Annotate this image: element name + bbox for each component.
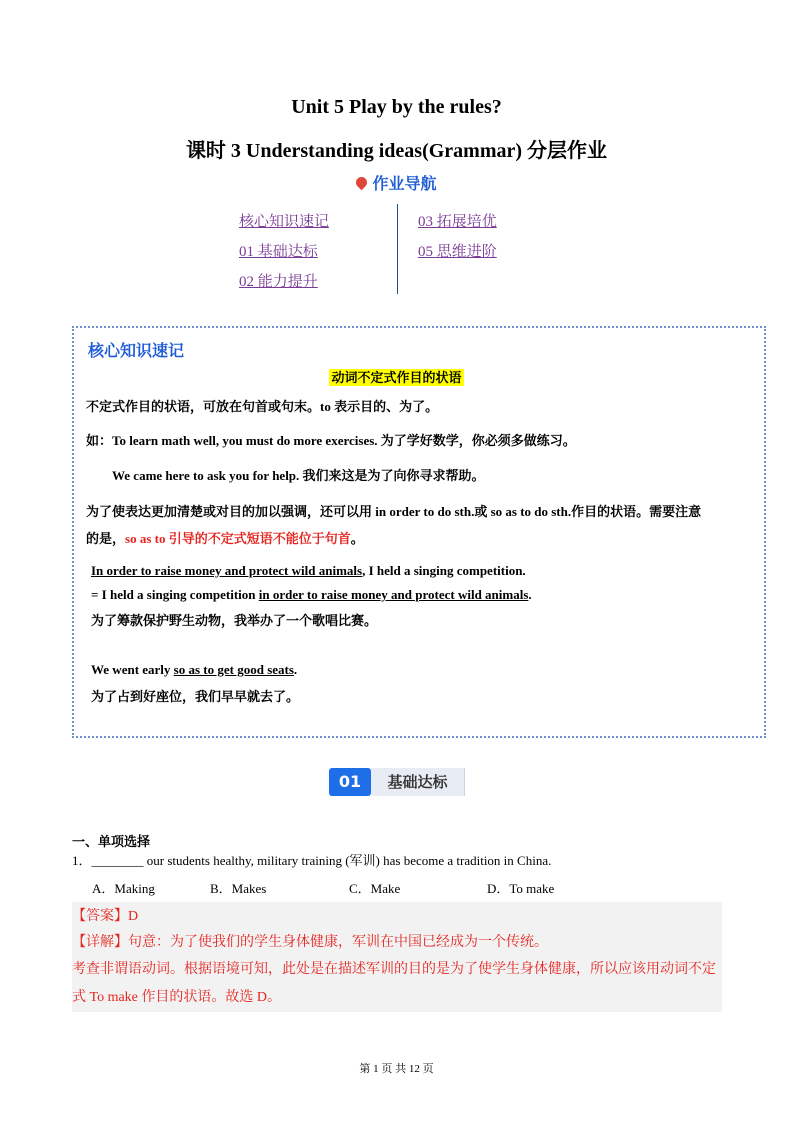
sentence-3: 为了筹款保护野生动物，我举办了一个歌唱比赛。	[91, 613, 378, 628]
section-label: 基础达标	[371, 768, 465, 796]
document-subtitle: 课时 3 Understanding ideas(Grammar) 分层作业	[185, 140, 608, 162]
example-2: We came here to ask you for help. 我们来这是为了向你寻求帮助。	[112, 468, 485, 483]
sentence-2-underlined: in order to raise money and protect wild animals	[258, 587, 529, 602]
core-intro: 不定式作目的状语，可放在句首或句末。to 表示目的、为了。	[86, 399, 439, 414]
detail-line: 【详解】句意：为了使我们的学生身体健康，军训在中国已经成为一个传统。	[72, 935, 548, 950]
option-d: D．To make	[487, 881, 555, 896]
explanation-line-2: 式 To make 作目的状语。故选 D。	[72, 990, 282, 1005]
sentence-2-a: = I held a singing competition	[91, 587, 259, 602]
location-pin-icon	[354, 175, 370, 191]
page-footer: 第 1 页 共 12 页	[359, 1063, 434, 1075]
nav-heading-text: 作业导航	[372, 174, 437, 193]
nav-link-02[interactable]: 02 能力提升	[239, 274, 318, 290]
example-1-prefix: 如：	[86, 433, 113, 448]
note-line-2	[86, 528, 364, 547]
sentence-4-underlined: so as to get good seats	[173, 662, 294, 677]
option-c: C．Make	[349, 881, 401, 896]
nav-link-core[interactable]: 核心知识速记	[239, 214, 330, 230]
note-line-1: 为了使表达更加清楚或对目的加以强调，还可以用 in order to do sth.或 so as to do sth.作目的状语。需要注意	[86, 504, 702, 519]
sentence-4	[91, 662, 297, 678]
nav-heading	[0, 171, 793, 194]
note-line-2-red: so as to 引导的不定式短语不能位于句首	[125, 531, 351, 546]
highlight-topic-text: 动词不定式作目的状语	[331, 370, 462, 385]
option-b: B．Makes	[210, 881, 267, 896]
option-a: A．Making	[92, 881, 155, 896]
note-line-2-a: 的是，	[86, 531, 126, 546]
answer-line: 【答案】D	[72, 909, 139, 924]
sentence-1	[91, 563, 526, 579]
sentence-2-b: .	[528, 587, 532, 602]
sentence-4-b: .	[293, 662, 298, 677]
section-number: 01	[329, 768, 371, 796]
part-heading: 一、单项选择	[72, 834, 151, 849]
explanation-line-1: 考查非谓语动词。根据语境可知，此处是在描述军训的目的是为了使学生身体健康，所以应该用动词不定	[72, 962, 716, 977]
note-line-2-b: 。	[350, 531, 364, 546]
nav-divider	[397, 204, 398, 294]
sentence-4-a: We went early	[91, 662, 174, 677]
question-text: 1．________ our students healthy, military training (军训) has become a tradition in China.	[72, 853, 552, 868]
highlight-topic	[0, 367, 793, 386]
example-1-text: To learn math well, you must do more exercises. 为了学好数学，你必须多做练习。	[112, 433, 576, 448]
nav-link-05[interactable]: 05 思维进阶	[418, 244, 497, 260]
core-knowledge-heading: 核心知识速记	[88, 341, 185, 360]
sentence-1-rest: , I held a singing competition.	[362, 563, 526, 578]
sentence-1-underlined: In order to raise money and protect wild animals	[91, 563, 363, 578]
document-title: Unit 5 Play by the rules?	[291, 96, 502, 118]
sentence-2	[91, 587, 532, 603]
nav-link-01[interactable]: 01 基础达标	[239, 244, 318, 260]
sentence-5: 为了占到好座位，我们早早就去了。	[91, 689, 300, 704]
section-badge	[329, 768, 464, 796]
example-1	[86, 430, 576, 449]
nav-link-03[interactable]: 03 拓展培优	[418, 214, 497, 230]
